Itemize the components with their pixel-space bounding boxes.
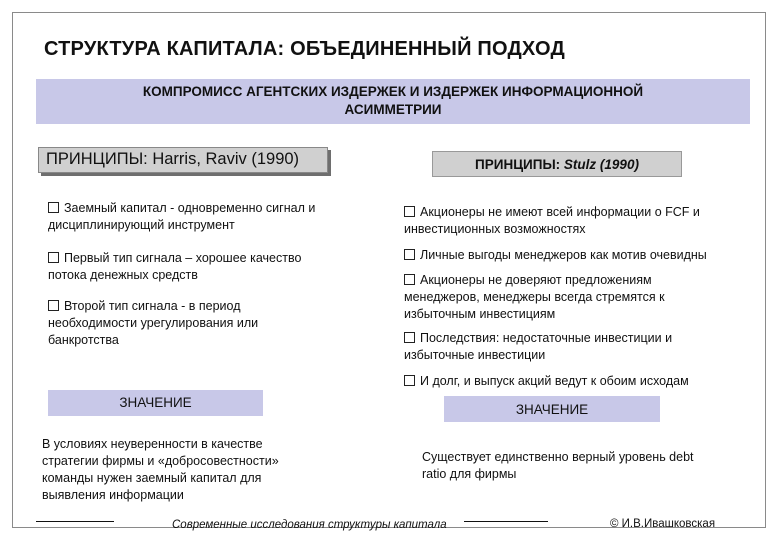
left-significance-text: В условиях неуверенности в качестве стратегии фирмы и «добросовестности» команды нужен заемный капитал для выявления информации — [42, 437, 279, 502]
right-significance-label: ЗНАЧЕНИЕ — [444, 396, 660, 422]
checkbox-bullet-icon — [404, 249, 415, 260]
left-bullet-3: Второй тип сигнала - в период необходимости урегулирования или банкротства — [48, 299, 259, 347]
checkbox-bullet-icon — [48, 202, 59, 213]
right-bullet-5: И долг, и выпуск акций ведут к обоим исходам — [404, 373, 689, 390]
banner-line-1: КОМПРОМИСС АГЕНТСКИХ ИЗДЕРЖЕК И ИЗДЕРЖЕК ИНФОРМАЦИОННОЙ — [142, 84, 644, 99]
left-significance-label: ЗНАЧЕНИЕ — [48, 390, 263, 416]
checkbox-bullet-icon — [404, 332, 415, 343]
footer-rule-middle — [464, 521, 548, 522]
right-bullet-2: Личные выгоды менеджеров как мотив очевидны — [404, 247, 707, 264]
left-principles-box: ПРИНЦИПЫ: Harris, Raviv (1990) — [38, 147, 328, 173]
right-bullet-3: Акционеры не доверяют предложениям менеджеров, менеджеры всегда стремятся к избыточным инвестициям — [404, 273, 665, 321]
topic-banner — [36, 79, 750, 124]
right-bullet-4: Последствия: недостаточные инвестиции и избыточные инвестиции — [404, 331, 673, 362]
checkbox-bullet-icon — [404, 206, 415, 217]
checkbox-bullet-icon — [48, 300, 59, 311]
right-bullet-1: Акционеры не имеют всей информации о FCF и инвестиционных возможностях — [404, 205, 700, 236]
footer-title: Современные исследования структуры капитала — [172, 519, 447, 531]
banner-line-2: АСИММЕТРИИ — [344, 102, 442, 117]
footer-copyright: © И.В.Ивашковская — [610, 518, 716, 530]
right-principles-box: ПРИНЦИПЫ: Stulz (1990) — [432, 151, 682, 177]
checkbox-bullet-icon — [404, 375, 415, 386]
left-bullet-2: Первый тип сигнала – хорошее качество потока денежных средств — [48, 251, 302, 282]
slide-title: СТРУКТУРА КАПИТАЛА: ОБЪЕДИНЕННЫЙ ПОДХОД — [44, 38, 565, 60]
right-significance-text: Существует единственно верный уровень debt ratio для фирмы — [422, 450, 694, 481]
left-bullet-1: Заемный капитал - одновременно сигнал и дисциплинирующий инструмент — [48, 201, 316, 232]
footer-rule-left — [36, 521, 114, 522]
checkbox-bullet-icon — [404, 274, 415, 285]
checkbox-bullet-icon — [48, 252, 59, 263]
